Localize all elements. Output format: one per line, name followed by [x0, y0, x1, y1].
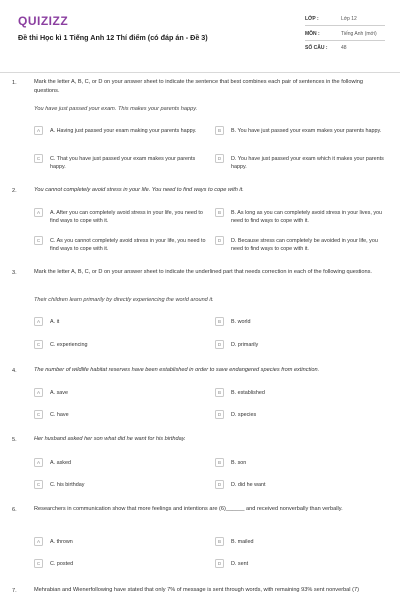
option-text: C. As you cannot completely avoid stress in your life, you need to find ways to cope with it.: [50, 237, 206, 252]
option-text: B. son: [231, 459, 247, 466]
option-letter-box: B: [215, 317, 224, 326]
meta-divider: [305, 25, 385, 26]
option-letter-box: D: [215, 410, 224, 419]
option-text: C. experiencing: [50, 341, 88, 348]
question-text: The number of wildlife habitat reserves have been established in order to save endangered species from extinction.: [34, 367, 320, 373]
header-divider: [0, 72, 400, 73]
quizizz-logo: QUIZIZZ: [18, 14, 69, 28]
option-text: B. You have just passed your exam makes your parents happy.: [231, 127, 382, 134]
option-letter-box: B: [215, 537, 224, 546]
option-letter-box: C: [34, 340, 43, 349]
option-text: C. That you have just passed your exam makes your parents happy.: [50, 155, 196, 170]
option-text: D. Because stress can completely be avoided in your life, you need to find ways to cope with it.: [231, 237, 378, 252]
option-text: B. world: [231, 318, 251, 325]
option-letter-box: C: [34, 410, 43, 419]
option-letter-box: C: [34, 559, 43, 568]
question-text: Researchers in communication show that more feelings and intentions are (6)______ and received nonverbally than verbally.: [34, 506, 343, 512]
option-text: D. You have just passed your exam which it makes your parents happy.: [231, 155, 384, 170]
option-text: A. thrown: [50, 538, 73, 545]
option-text: D. species: [231, 411, 257, 418]
question-number: 3.: [12, 270, 17, 276]
question-number: 6.: [12, 507, 17, 513]
meta-value: Lớp 12: [341, 16, 357, 22]
question-number: 5.: [12, 437, 17, 443]
option-letter-box: A: [34, 126, 43, 135]
option-text: A. Having just passed your exam making your parents happy.: [50, 127, 197, 134]
option-letter-box: D: [215, 236, 224, 245]
option-letter-box: A: [34, 317, 43, 326]
option-text: A. After you can completely avoid stress in your life, you need to find ways to cope with it.: [50, 209, 203, 224]
question-text: You cannot completely avoid stress in your life. You need to find ways to cope with it.: [34, 187, 244, 193]
option-letter-box: D: [215, 559, 224, 568]
option-letter-box: A: [34, 458, 43, 467]
question-number: 2.: [12, 188, 17, 194]
option-letter-box: B: [215, 208, 224, 217]
meta-label: SỐ CÂU :: [305, 45, 328, 51]
option-letter-box: A: [34, 208, 43, 217]
option-letter-box: A: [34, 388, 43, 397]
option-letter-box: B: [215, 458, 224, 467]
question-number: 7.: [12, 588, 17, 594]
question-sentence: You have just passed your exam. This makes your parents happy.: [34, 106, 198, 112]
question-text: Mehrabian and Wienerfollowing have stated that only 7% of message is sent through words, with remaining 93% sent nonverbal (7): [34, 587, 359, 593]
option-text: D. did he want: [231, 481, 266, 488]
question-text: Her husband asked her son what did he want for his birthday.: [34, 436, 186, 442]
option-text: C. posted: [50, 560, 74, 567]
option-text: B. mailed: [231, 538, 254, 545]
question-sentence: Their children learn primarily by directly experiencing the world around it.: [34, 297, 214, 303]
meta-label: LỚP :: [305, 16, 319, 22]
meta-value: 48: [341, 45, 347, 51]
option-letter-box: C: [34, 154, 43, 163]
option-text: A. it: [50, 318, 60, 325]
option-text: B. As long as you can completely avoid stress in your lives, you need to find ways to cope with it.: [231, 209, 383, 224]
document-header: [0, 0, 400, 72]
option-letter-box: B: [215, 126, 224, 135]
option-text: B. established: [231, 389, 265, 396]
option-letter-box: B: [215, 388, 224, 397]
question-number: 4.: [12, 368, 17, 374]
question-text: Mark the letter A, B, C, or D on your answer sheet to indicate the sentence that best combines each pair of sentences in the following questions.: [34, 79, 363, 94]
meta-value: Tiếng Anh (mới): [341, 31, 377, 37]
question-number: 1.: [12, 80, 17, 86]
question-text: Mark the letter A, B, C, or D on your answer sheet to indicate the underlined part that needs correction in each of the following questions.: [34, 269, 372, 275]
meta-divider: [305, 40, 385, 41]
document-title: Đề thi Học kì 1 Tiếng Anh 12 Thí điểm (có đáp án - Đề 3): [18, 33, 208, 42]
option-text: D. sent: [231, 560, 249, 567]
option-text: A. save: [50, 389, 68, 396]
option-letter-box: D: [215, 340, 224, 349]
option-letter-box: C: [34, 236, 43, 245]
option-text: C. his birthday: [50, 481, 85, 488]
option-letter-box: D: [215, 480, 224, 489]
meta-label: MÔN :: [305, 31, 320, 37]
option-text: C. have: [50, 411, 69, 418]
option-letter-box: A: [34, 537, 43, 546]
option-text: A. asked: [50, 459, 71, 466]
option-letter-box: D: [215, 154, 224, 163]
option-letter-box: C: [34, 480, 43, 489]
option-text: D. primarily: [231, 341, 259, 348]
